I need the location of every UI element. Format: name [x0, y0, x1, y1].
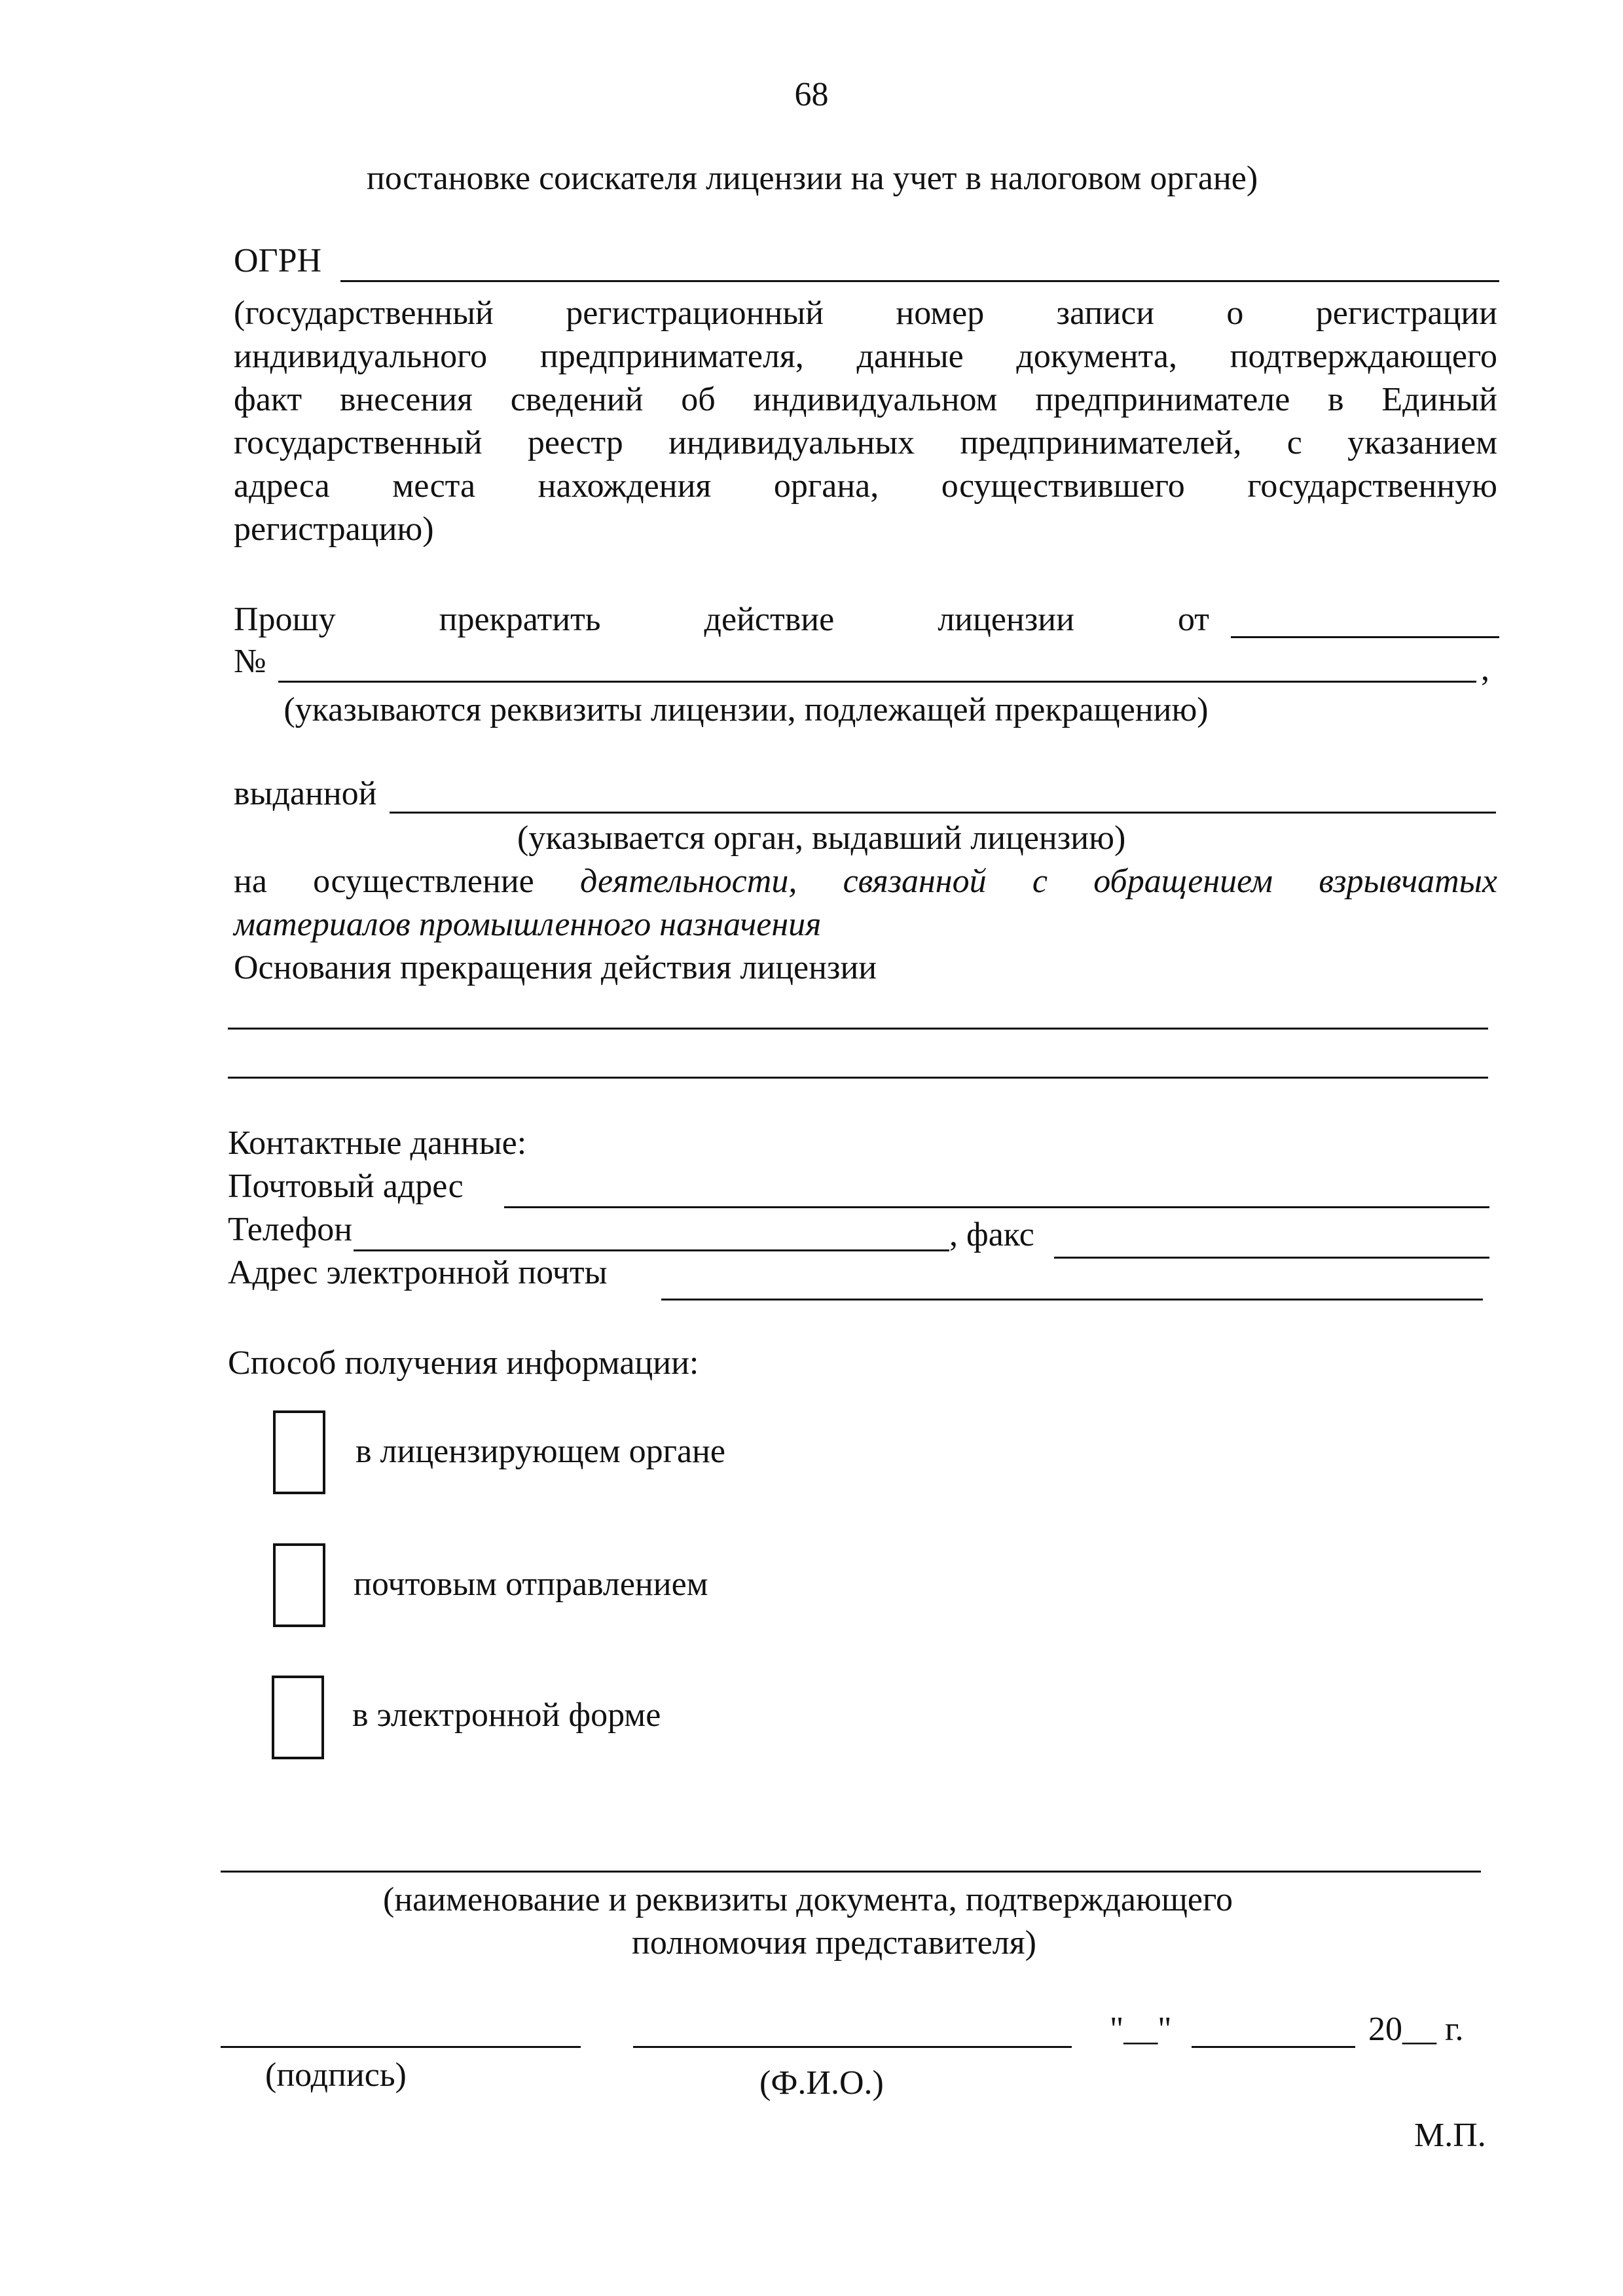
ogrn-note-line: индивидуального предпринимателя, данные документа, подтверждающего: [234, 338, 1497, 375]
delivery-option-electronic: в электронной форме: [352, 1696, 661, 1734]
name-caption: (Ф.И.О.): [759, 2064, 884, 2102]
activity-prefix: на осуществление: [234, 863, 534, 900]
request-comma: ,: [1481, 651, 1489, 688]
postal-label: Почтовый адрес: [228, 1168, 464, 1205]
representative-document-field[interactable]: [221, 1871, 1481, 1873]
signature-caption: (подпись): [265, 2056, 407, 2094]
delivery-heading: Способ получения информации:: [228, 1344, 699, 1382]
ogrn-note-line: факт внесения сведений об индивидуальном предпринимателе в Единый: [234, 381, 1497, 418]
ogrn-note-line: государственный реестр индивидуальных предпринимателей, с указанием: [234, 424, 1497, 461]
activity-italic: деятельности, связанной с обращением взрывчатых: [580, 863, 1497, 900]
requisites-caption: (указываются реквизиты лицензии, подлежащей прекращению): [283, 691, 1209, 728]
stamp-label: М.П.: [1414, 2117, 1486, 2154]
date-month-field[interactable]: [1192, 2046, 1355, 2048]
request-line: Прошу прекратить действие лицензии от: [234, 601, 1209, 638]
issued-caption: (указывается орган, выдавший лицензию): [517, 819, 1126, 857]
ogrn-label: ОГРН: [234, 242, 322, 279]
grounds-field-2[interactable]: [228, 1077, 1488, 1079]
license-date-field[interactable]: [1231, 636, 1499, 638]
ogrn-field[interactable]: [340, 280, 1499, 282]
delivery-checkbox-office[interactable]: [273, 1410, 325, 1494]
date-day-field[interactable]: "__": [1110, 2011, 1172, 2048]
full-name-field[interactable]: [633, 2046, 1072, 2048]
delivery-checkbox-electronic[interactable]: [272, 1676, 324, 1759]
continuation-line: постановке соискателя лицензии на учет в налоговом органе): [367, 160, 1258, 197]
email-field[interactable]: [661, 1299, 1483, 1300]
signature-field[interactable]: [221, 2046, 581, 2048]
delivery-option-office: в лицензирующем органе: [356, 1433, 725, 1470]
fax-label: , факс: [949, 1216, 1034, 1253]
delivery-checkbox-mail[interactable]: [273, 1543, 325, 1627]
ogrn-note-line: адреса места нахождения органа, осуществившего государственную: [234, 467, 1497, 505]
representative-caption-1: (наименование и реквизиты документа, подтверждающего: [383, 1881, 1233, 1918]
issued-label: выданной: [234, 775, 377, 812]
page-number: 68: [794, 76, 829, 113]
postal-address-field[interactable]: [504, 1206, 1489, 1208]
date-year: 20__ г.: [1368, 2011, 1464, 2048]
grounds-field-1[interactable]: [228, 1028, 1488, 1030]
grounds-label: Основания прекращения действия лицензии: [234, 949, 877, 986]
representative-caption-2: полномочия представителя): [632, 1924, 1036, 1962]
delivery-option-mail: почтовым отправлением: [354, 1566, 708, 1603]
phone-label: Телефон: [228, 1211, 353, 1248]
license-number-field[interactable]: [278, 681, 1476, 683]
number-sign: №: [234, 643, 266, 680]
issuing-authority-field[interactable]: [390, 812, 1496, 814]
fax-field[interactable]: [1054, 1257, 1489, 1259]
activity-italic-2: материалов промышленного назначения: [234, 906, 822, 943]
activity-line: [234, 860, 1497, 903]
ogrn-note-line: регистрацию): [234, 511, 434, 548]
ogrn-note-line: (государственный регистрационный номер записи о регистрации: [234, 295, 1497, 332]
email-label: Адрес электронной почты: [228, 1254, 608, 1291]
contacts-heading: Контактные данные:: [228, 1124, 527, 1162]
